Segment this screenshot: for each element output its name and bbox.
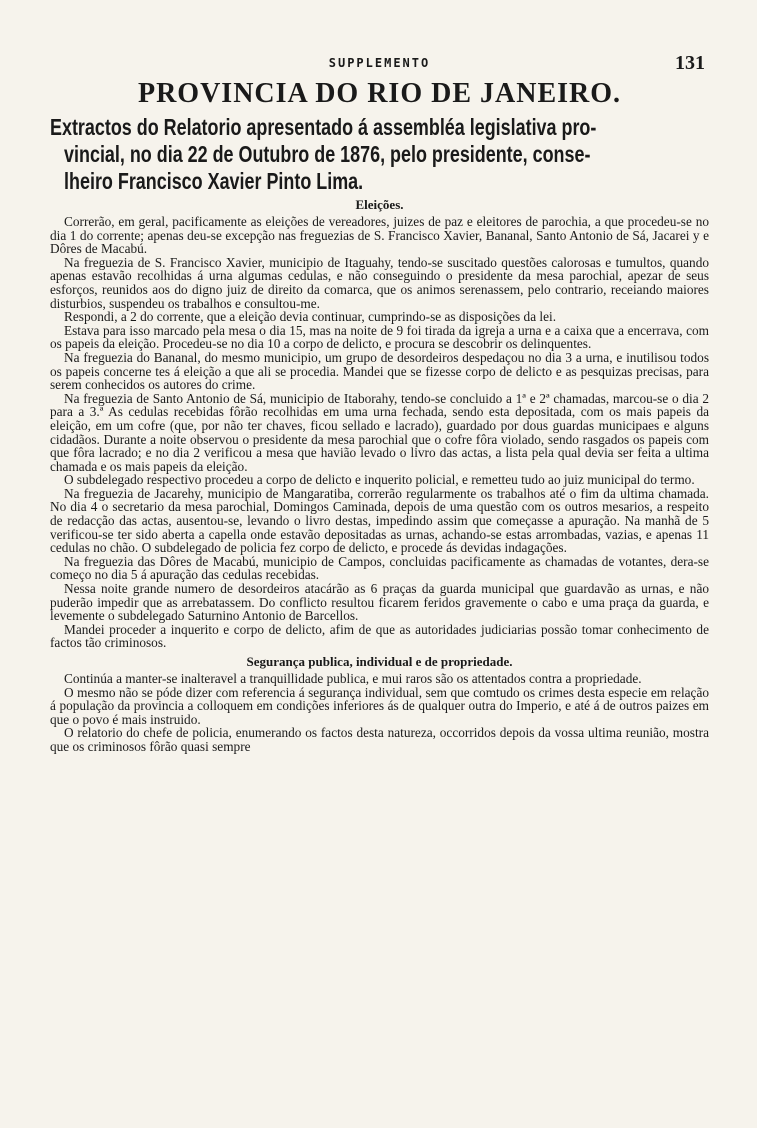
page-number: 131	[675, 52, 705, 74]
running-header	[50, 52, 709, 78]
subtitle-line-2: vincial, no dia 22 de Outubro de 1876, pelo presidente, conse-	[64, 141, 591, 167]
paragraph: Na freguezia de Santo Antonio de Sá, municipio de Itaborahy, tendo-se concluido a 1ª e 2ª chamadas, marcou-se o dia 2 para a 3.ª As cedulas recebidas fôrão recolhidas em uma urna fechada, sendo esta depositada, com os mais papeis da eleição, em um cofre (que, por não ter chaves, ficou sellado e lacrado), guardado por dous guardas municipaes e alguns cidadãos. Durante a noite observou o presidente da mesa parochial que o cofre fôra violado, sendo rasgados os papeis com que fôra lacrado; e no dia 2 verificou a mesa que havião levado o livro das actas, a lista pela qual devia ser feita a ultima chamada e os mais papeis da eleição.	[50, 390, 709, 474]
section-security-body	[50, 672, 709, 754]
paragraph: Respondi, a 2 do corrente, que a eleição devia continuar, cumprindo-se as disposições da lei.	[64, 309, 557, 325]
paragraph: Correrão, em geral, pacificamente as eleições de vereadores, juizes de paz e eleitores de parochia, a que procedeu-se no dia 1 do corrente; apenas deu-se excepção nas freguezias de S. Francisco Xavier, Bananal, Santo Antonio de Sá, Jacarei y e Dôres de Macabú.	[50, 214, 709, 257]
paragraph: Na freguezia do Bananal, do mesmo municipio, um grupo de desordeiros despedaçou no dia 3 a urna, e inutilisou todos os papeis concerne tes á eleição a que ali se procedia. Mandei que se fizesse corpo de delicto e as pesquizas precisas, para serem conhecidos os autores do crime.	[50, 349, 709, 393]
paragraph: O relatorio do chefe de policia, enumerando os factos desta natureza, occorridos depois da vossa ultima reunião, mostra que os criminosos fôrão quasi sempre	[50, 725, 709, 754]
document-title: PROVINCIA DO RIO DE JANEIRO.	[137, 78, 622, 109]
section-elections-body	[50, 215, 709, 650]
subtitle-line-1: Extractos do Relatorio apresentado á assembléa legislativa pro-	[50, 114, 597, 140]
section-heading-public-security: Segurança publica, individual e de propriedade.	[246, 654, 513, 669]
paragraph: Na freguezia de S. Francisco Xavier, municipio de Itaguahy, tendo-se suscitado questões calorosas e tumultos, quando apenas estavão recolhidas á urna algumas cedulas, e não conseguindo o presidente da mesa parochial, apezar de seus esforços, reunidos aos do digno juiz de direito da comarca, que os animos serenassem, pelo contrario, receiando maiores disturbios, suspendeu os trabalhos e consultou-me.	[50, 254, 709, 311]
paragraph: Estava para isso marcado pela mesa o dia 15, mas na noite de 9 foi tirada da igreja a urna e a caixa que a encerrava, com os papeis da eleição. Procedeu-se no dia 10 a corpo de delicto, e procura se descobrir os delinquentes.	[50, 322, 709, 352]
paragraph: Na freguezia das Dôres de Macabú, municipio de Campos, concluidas pacificamente as chamadas de votantes, dera-se começo no dia 5 á apuração das cedulas recebidas.	[50, 553, 709, 583]
supplement-label: SUPPLEMENTO	[328, 56, 431, 70]
paragraph: O mesmo não se póde dizer com referencia á segurança individual, sem que comtudo os crimes desta especie em relação á população da provincia a colloquem em condições inferiores ás de qualquer outra do Imperio, e até á de outros paizes em que o povo é mais instruido.	[50, 684, 709, 727]
paragraph: Nessa noite grande numero de desordeiros atacárão as 6 praças da guarda municipal que guardavão as urnas, e não puderão impedir que as arrebatassem. Do conflicto resultou ficarem feridos gravemente o cabo e uma praça da guarda, e levemente o subdelegado Saturnino Antonio de Barcellos.	[50, 581, 709, 624]
section-heading-elections: Eleições.	[355, 197, 404, 212]
paragraph: Continúa a manter-se inalteravel a tranquillidade publica, e mui raros são os attentados contra a propriedade.	[64, 671, 642, 686]
paragraph: Na freguezia de Jacarehy, municipio de Mangaratiba, correrão regularmente os trabalhos até o fim da ultima chamada. No dia 4 o secretario da mesa parochial, Domingos Caminada, depois de uma questão com os outros mesarios, a respeito de redacção das actas, ausentou-se, levando o livro destas, impedindo assim que começasse a apuração. Na manhã de 5 verificou-se ter sido aberta a capella onde estavão depositadas as urnas, achando-se estas arrombadas, vazias, e apenas 11 cedulas no chão. O subdelegado de policia fez corpo de delicto, e procede ás devidas indagações.	[50, 485, 709, 556]
subtitle-line-3: lheiro Francisco Xavier Pinto Lima.	[64, 168, 364, 194]
paragraph: Mandei proceder a inquerito e corpo de delicto, afim de que as autoridades judiciarias possão tomar conhecimento de factos tão criminosos.	[50, 621, 709, 651]
paragraph: O subdelegado respectivo procedeu a corpo de delicto e inquerito policial, e remetteu tudo ao juiz municipal do termo.	[64, 472, 695, 488]
document-subtitle	[50, 114, 708, 195]
